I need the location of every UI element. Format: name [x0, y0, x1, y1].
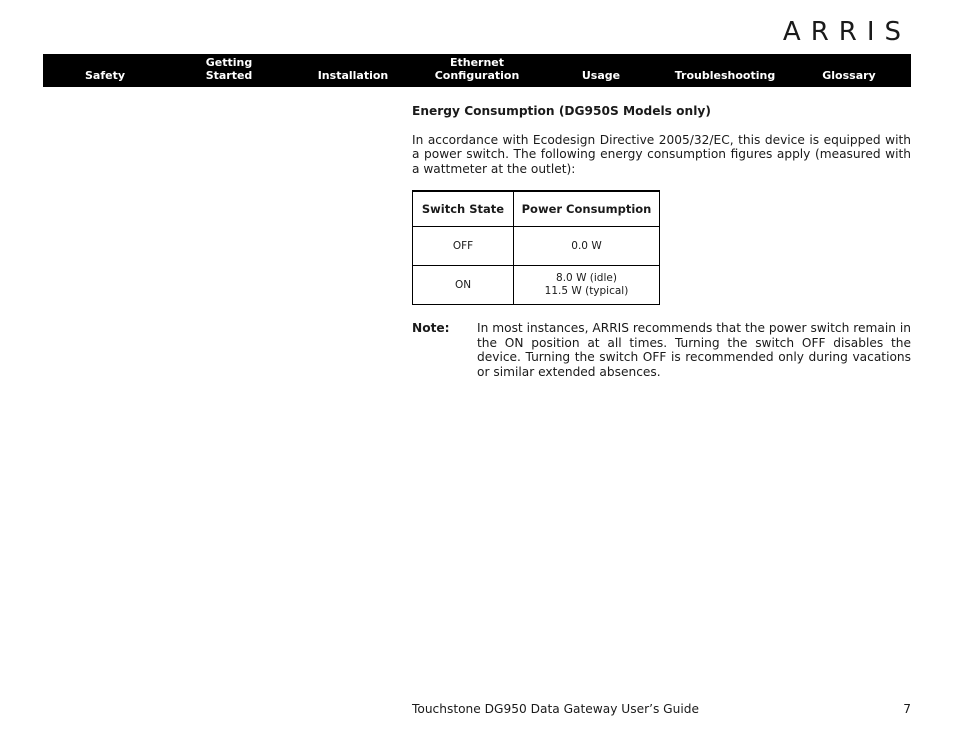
- nav-item-installation[interactable]: [291, 54, 415, 87]
- intro-paragraph: In accordance with Ecodesign Directive 2005/32/EC, this device is equipped with a power switch. The following energy consumption figures apply (measured with a wattmeter at the outlet):: [412, 132, 911, 176]
- table-header-switch-state: Switch State: [413, 191, 514, 227]
- nav-item-label: Usage: [581, 69, 621, 82]
- nav-item-glossary[interactable]: [787, 54, 911, 87]
- main-content: [412, 104, 911, 379]
- nav-item-label: Installation: [317, 69, 389, 82]
- nav-item-label: Glossary: [822, 69, 876, 82]
- nav-item-label: Safety: [84, 69, 126, 82]
- table-row: [413, 266, 660, 305]
- section-heading: Energy Consumption (DG950S Models only): [412, 104, 711, 118]
- nav-item-troubleshooting[interactable]: [663, 54, 787, 87]
- nav-item-safety[interactable]: [43, 54, 167, 87]
- energy-consumption-table: [412, 190, 660, 305]
- nav-item-label: Troubleshooting: [674, 69, 776, 82]
- guide-title: Touchstone DG950 Data Gateway User’s Guide: [412, 702, 699, 716]
- note-text: In most instances, ARRIS recommends that the power switch remain in the ON position at all times. Turning the switch OFF disables the device. Turning the switch OFF is recommended only during vacations or similar extended absences.: [477, 321, 911, 379]
- nav-item-label: Getting Started: [205, 56, 253, 82]
- nav-item-getting-started[interactable]: [167, 54, 291, 87]
- top-navigation-bar: [43, 54, 911, 87]
- table-row: [413, 227, 660, 266]
- nav-item-label: Ethernet Configuration: [434, 56, 520, 82]
- nav-item-ethernet-configuration[interactable]: [415, 54, 539, 87]
- note-label: Note:: [412, 321, 450, 335]
- table-cell-power: 8.0 W (idle) 11.5 W (typical): [514, 266, 660, 305]
- table-header-row: [413, 191, 660, 227]
- arris-logo: ARRIS: [782, 17, 911, 47]
- table-header-power-consumption: Power Consumption: [514, 191, 660, 227]
- page-footer: [412, 702, 911, 716]
- note-block: [412, 321, 911, 379]
- table-cell-state: OFF: [413, 227, 514, 266]
- page-number: 7: [903, 702, 911, 716]
- table-cell-state: ON: [413, 266, 514, 305]
- table-cell-power: 0.0 W: [514, 227, 660, 266]
- nav-item-usage[interactable]: [539, 54, 663, 87]
